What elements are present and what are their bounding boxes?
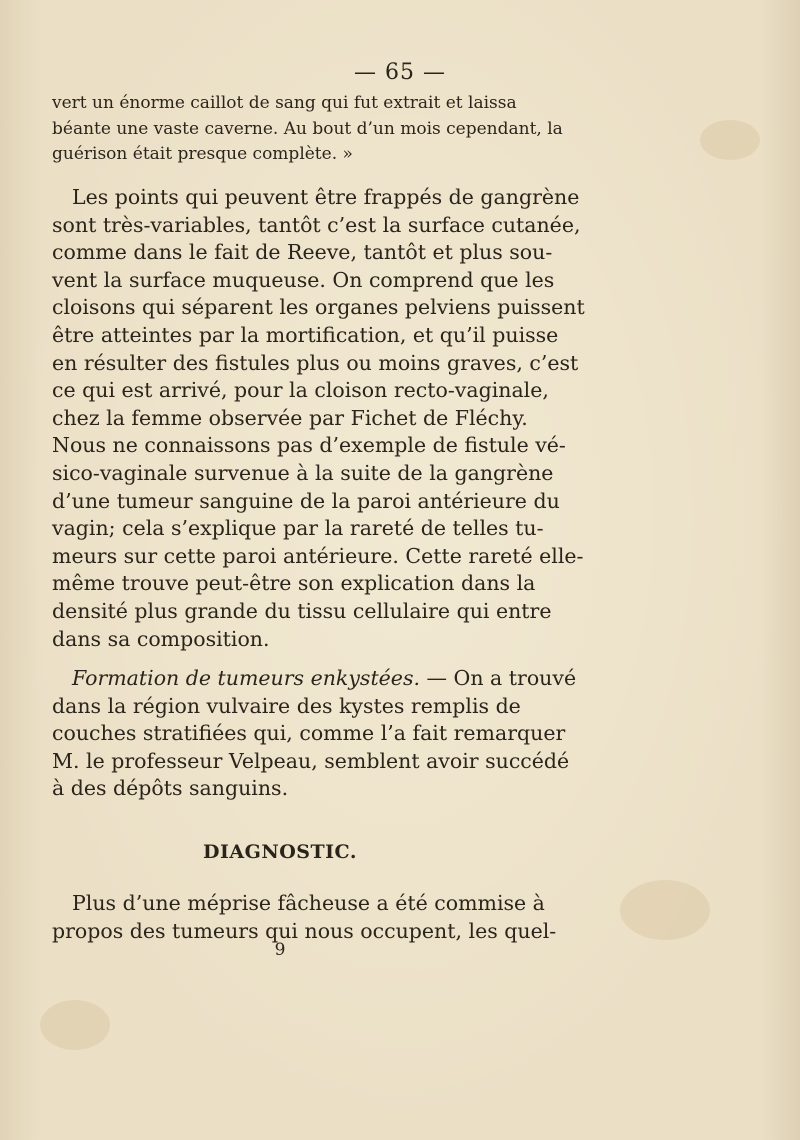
text-line: d’une tumeur sanguine de la paroi antérieure du bbox=[52, 488, 560, 513]
text-line: densité plus grande du tissu cellulaire qui entre bbox=[52, 598, 552, 623]
text-fragment: — On a trouvé bbox=[419, 666, 577, 690]
text-line: chez la femme observée par Fichet de Fléchy. bbox=[52, 405, 528, 430]
text-line: M. le professeur Velpeau, semblent avoir succédé bbox=[52, 748, 570, 773]
text-line: à des dépôts sanguins. bbox=[52, 776, 289, 801]
text-line: vent la surface muqueuse. On comprend que les bbox=[52, 267, 555, 292]
paragraph-gangrene bbox=[52, 184, 585, 653]
text-line: dans sa composition. bbox=[52, 626, 270, 651]
text-line: Plus d’une méprise fâcheuse a été commise à bbox=[72, 891, 545, 915]
text-line: être atteintes par la mortification, et qu’il puisse bbox=[52, 322, 559, 347]
paragraph-enkystees bbox=[52, 665, 577, 803]
text-line: vagin; cela s’explique par la rareté de telles tu- bbox=[52, 516, 544, 541]
text-line: Les points qui peuvent être frappés de gangrène bbox=[72, 185, 580, 209]
paper-stain bbox=[40, 1000, 110, 1050]
text-line: cloisons qui séparent les organes pelviens puissent bbox=[52, 295, 585, 320]
paragraph-diagnostic bbox=[52, 890, 557, 945]
text-line bbox=[52, 665, 577, 693]
paper-stain bbox=[700, 120, 760, 160]
text-line: propos des tumeurs qui nous occupent, les quel- bbox=[52, 918, 557, 943]
text-line: meurs sur cette paroi antérieure. Cette rareté elle- bbox=[52, 543, 584, 568]
section-heading: DIAGNOSTIC. bbox=[203, 841, 357, 863]
text-line: Nous ne connaissons pas d’exemple de fistule vé- bbox=[52, 433, 566, 458]
text-line: ce qui est arrivé, pour la cloison recto-vaginale, bbox=[52, 378, 549, 403]
text-line: vert un énorme caillot de sang qui fut extrait et laissa bbox=[52, 93, 517, 113]
signature-mark: 9 bbox=[274, 940, 286, 960]
text-line: sico-vaginale survenue à la suite de la gangrène bbox=[52, 460, 554, 485]
text-line: sont très-variables, tantôt c’est la surface cutanée, bbox=[52, 212, 581, 237]
text-line: guérison était presque complète. » bbox=[52, 144, 353, 164]
text-line: comme dans le fait de Reeve, tantôt et plus sou- bbox=[52, 240, 553, 265]
paragraph-quote-end bbox=[52, 91, 563, 168]
text-line: dans la région vulvaire des kystes remplis de bbox=[52, 693, 521, 718]
page-number-header: — 65 — bbox=[354, 60, 446, 85]
text-line: béante une vaste caverne. Au bout d’un mois cependant, la bbox=[52, 118, 563, 139]
text-line: même trouve peut-être son explication dans la bbox=[52, 571, 536, 596]
text-line: en résulter des fistules plus ou moins graves, c’est bbox=[52, 350, 579, 375]
italic-subtitle: Formation de tumeurs enkystées. bbox=[72, 666, 420, 690]
paper-stain bbox=[620, 880, 710, 940]
text-line: couches stratifiées qui, comme l’a fait remarquer bbox=[52, 721, 566, 746]
